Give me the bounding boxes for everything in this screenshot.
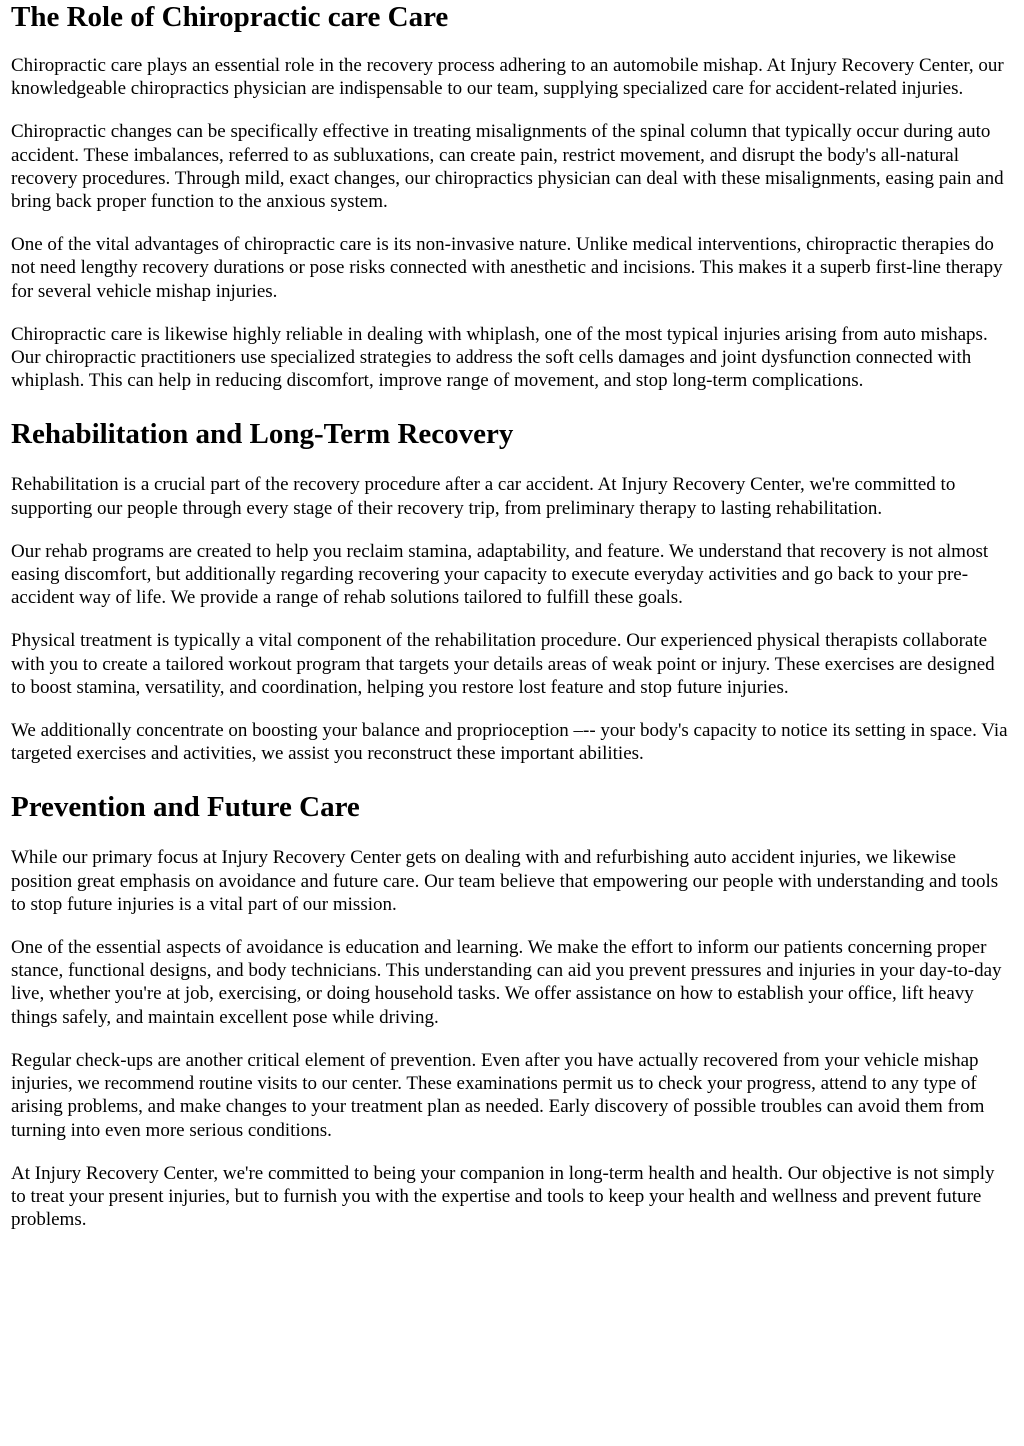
paragraph: Rehabilitation is a crucial part of the recovery procedure after a car accident. At Injury Recovery Center, we're committed to supporting our people through every stage of their recovery trip, from preliminary therapy to lasting rehabilitation. xyxy=(11,474,956,519)
section-heading-chiropractic: The Role of Chiropractic care Care xyxy=(11,1,449,33)
paragraph: We additionally concentrate on boosting your balance and proprioception –-- your body's capacity to notice its setting in space. Via targeted exercises and activities, we assist you reconstruct these important abilities. xyxy=(11,720,1008,765)
paragraph: Chiropractic care is likewise highly reliable in dealing with whiplash, one of the most typical injuries arising from auto mishaps. Our chiropractic practitioners use specialized strategies to address the soft cells damages and joint dysfunction connected with whiplash. This can help in reducing discomfort, improve range of movement, and stop long-term complications. xyxy=(11,323,988,392)
paragraph: One of the vital advantages of chiropractic care is its non-invasive nature. Unlike medical interventions, chiropractic therapies do not need lengthy recovery durations or pose risks connected with anesthetic and incisions. This makes it a superb first-line therapy for several vehicle mishap injuries. xyxy=(11,234,1003,302)
paragraph: While our primary focus at Injury Recovery Center gets on dealing with and refurbishing auto accident injuries, we likewise position great emphasis on avoidance and future care. Our team believe that empowering our people with understanding and tools to stop future injuries is a vital part of our mission. xyxy=(11,847,999,915)
paragraph: Chiropractic care plays an essential role in the recovery process adhering to an automobile mishap. At Injury Recovery Center, our knowledgeable chiropractics physician are indispensable to our team, supplying specialized care for accident-related injuries. xyxy=(11,55,1004,100)
paragraph: Chiropractic changes can be specifically effective in treating misalignments of the spinal column that typically occur during auto accident. These imbalances, referred to as subluxations, can create pain, restrict movement, and disrupt the body's all-natural recovery procedures. Through mild, exact changes, our chiropractics physician can deal with these misalignments, easing pain and bring back proper function to the anxious system. xyxy=(11,121,1004,213)
section-heading-prevention: Prevention and Future Care xyxy=(11,791,360,824)
section-heading-rehabilitation: Rehabilitation and Long-Term Recovery xyxy=(11,418,514,451)
paragraph: Physical treatment is typically a vital component of the rehabilitation procedure. Our experienced physical therapists collaborate with you to create a tailored workout program that targets your details areas of weak point or injury. These exercises are designed to boost stamina, versatility, and coordination, helping you restore lost feature and stop future injuries. xyxy=(11,630,995,698)
paragraph: Regular check-ups are another critical element of prevention. Even after you have actually recovered from your vehicle mishap injuries, we recommend routine visits to our center. These examinations permit us to check your progress, attend to any type of arising problems, and make changes to your treatment plan as needed. Early discovery of possible troubles can avoid them from turning into even more serious conditions. xyxy=(11,1049,985,1141)
paragraph: At Injury Recovery Center, we're committed to being your companion in long-term health and health. Our objective is not simply to treat your present injuries, but to furnish you with the expertise and tools to keep your health and wellness and prevent future problems. xyxy=(11,1162,995,1231)
paragraph: One of the essential aspects of avoidance is education and learning. We make the effort to inform our patients concerning proper stance, functional designs, and body technicians. This understanding can aid you prevent pressures and injuries in your day-to-day live, whether you're at job, exercising, or doing household tasks. We offer assistance on how to establish your office, lift heavy things safely, and maintain excellent pose while driving. xyxy=(11,937,1002,1028)
paragraph: Our rehab programs are created to help you reclaim stamina, adaptability, and feature. We understand that recovery is not almost easing discomfort, but additionally regarding recovering your capacity to execute everyday activities and go back to your pre-accident way of life. We provide a range of rehab solutions tailored to fulfill these goals. xyxy=(11,540,989,609)
